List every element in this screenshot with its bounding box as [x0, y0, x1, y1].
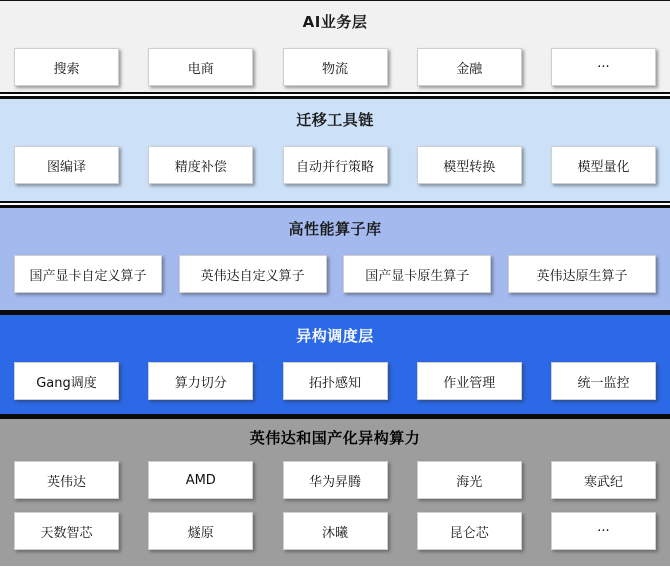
layer-items-row	[0, 362, 670, 400]
layer-item-box: 天数智芯	[14, 512, 119, 550]
layer-item-box: 华为昇腾	[283, 461, 388, 499]
layer-item-box: 物流	[283, 48, 388, 86]
layer-title-migration-toolchain: 迁移工具链	[296, 111, 374, 129]
layer-item-box: ···	[551, 48, 656, 86]
layer-item-box: 沐曦	[283, 512, 388, 550]
layer-item-box: 模型转换	[417, 146, 522, 184]
layer-title-ai-business: AI业务层	[302, 13, 368, 31]
layer-item-box: 海光	[417, 461, 522, 499]
layer-items-row	[0, 512, 670, 550]
layer-item-box: 模型量化	[551, 146, 656, 184]
layer-items-row	[0, 48, 670, 86]
layer-item-box: 英伟达原生算子	[508, 255, 656, 293]
layer-title-operator-library: 高性能算子库	[288, 220, 382, 238]
layer-items-row	[0, 461, 670, 499]
layer-item-box: 燧原	[148, 512, 253, 550]
layer-item-box: ···	[551, 512, 656, 550]
layer-item-box: 金融	[417, 48, 522, 86]
layer-operator-library	[0, 205, 670, 312]
layer-item-box: 图编译	[14, 146, 119, 184]
layer-title-heterogeneous-scheduling: 异构调度层	[296, 327, 374, 345]
layer-item-box: Gang调度	[14, 362, 119, 400]
layer-item-box: 寒武纪	[551, 461, 656, 499]
layer-item-box: 国产显卡原生算子	[343, 255, 491, 293]
layer-item-box: 国产显卡自定义算子	[14, 255, 162, 293]
layer-ai-business	[0, 0, 670, 94]
layer-item-box: 精度补偿	[148, 146, 253, 184]
layer-item-box: AMD	[148, 461, 253, 499]
layer-item-box: 电商	[148, 48, 253, 86]
layer-item-box: 自动并行策略	[283, 146, 388, 184]
layer-item-box: 算力切分	[148, 362, 253, 400]
layer-heterogeneous-scheduling	[0, 312, 670, 416]
layer-items-row	[0, 255, 670, 293]
layer-item-box: 统一监控	[551, 362, 656, 400]
layer-item-box: 英伟达	[14, 461, 119, 499]
layer-item-box: 拓扑感知	[283, 362, 388, 400]
layer-compute-hardware	[0, 416, 670, 566]
layer-migration-toolchain	[0, 96, 670, 203]
layer-item-box: 搜索	[14, 48, 119, 86]
layer-title-compute-hardware: 英伟达和国产化异构算力	[249, 429, 421, 447]
layer-item-box: 昆仑芯	[417, 512, 522, 550]
layer-item-box: 作业管理	[417, 362, 522, 400]
layer-item-box: 英伟达自定义算子	[179, 255, 327, 293]
layer-items-row	[0, 146, 670, 184]
